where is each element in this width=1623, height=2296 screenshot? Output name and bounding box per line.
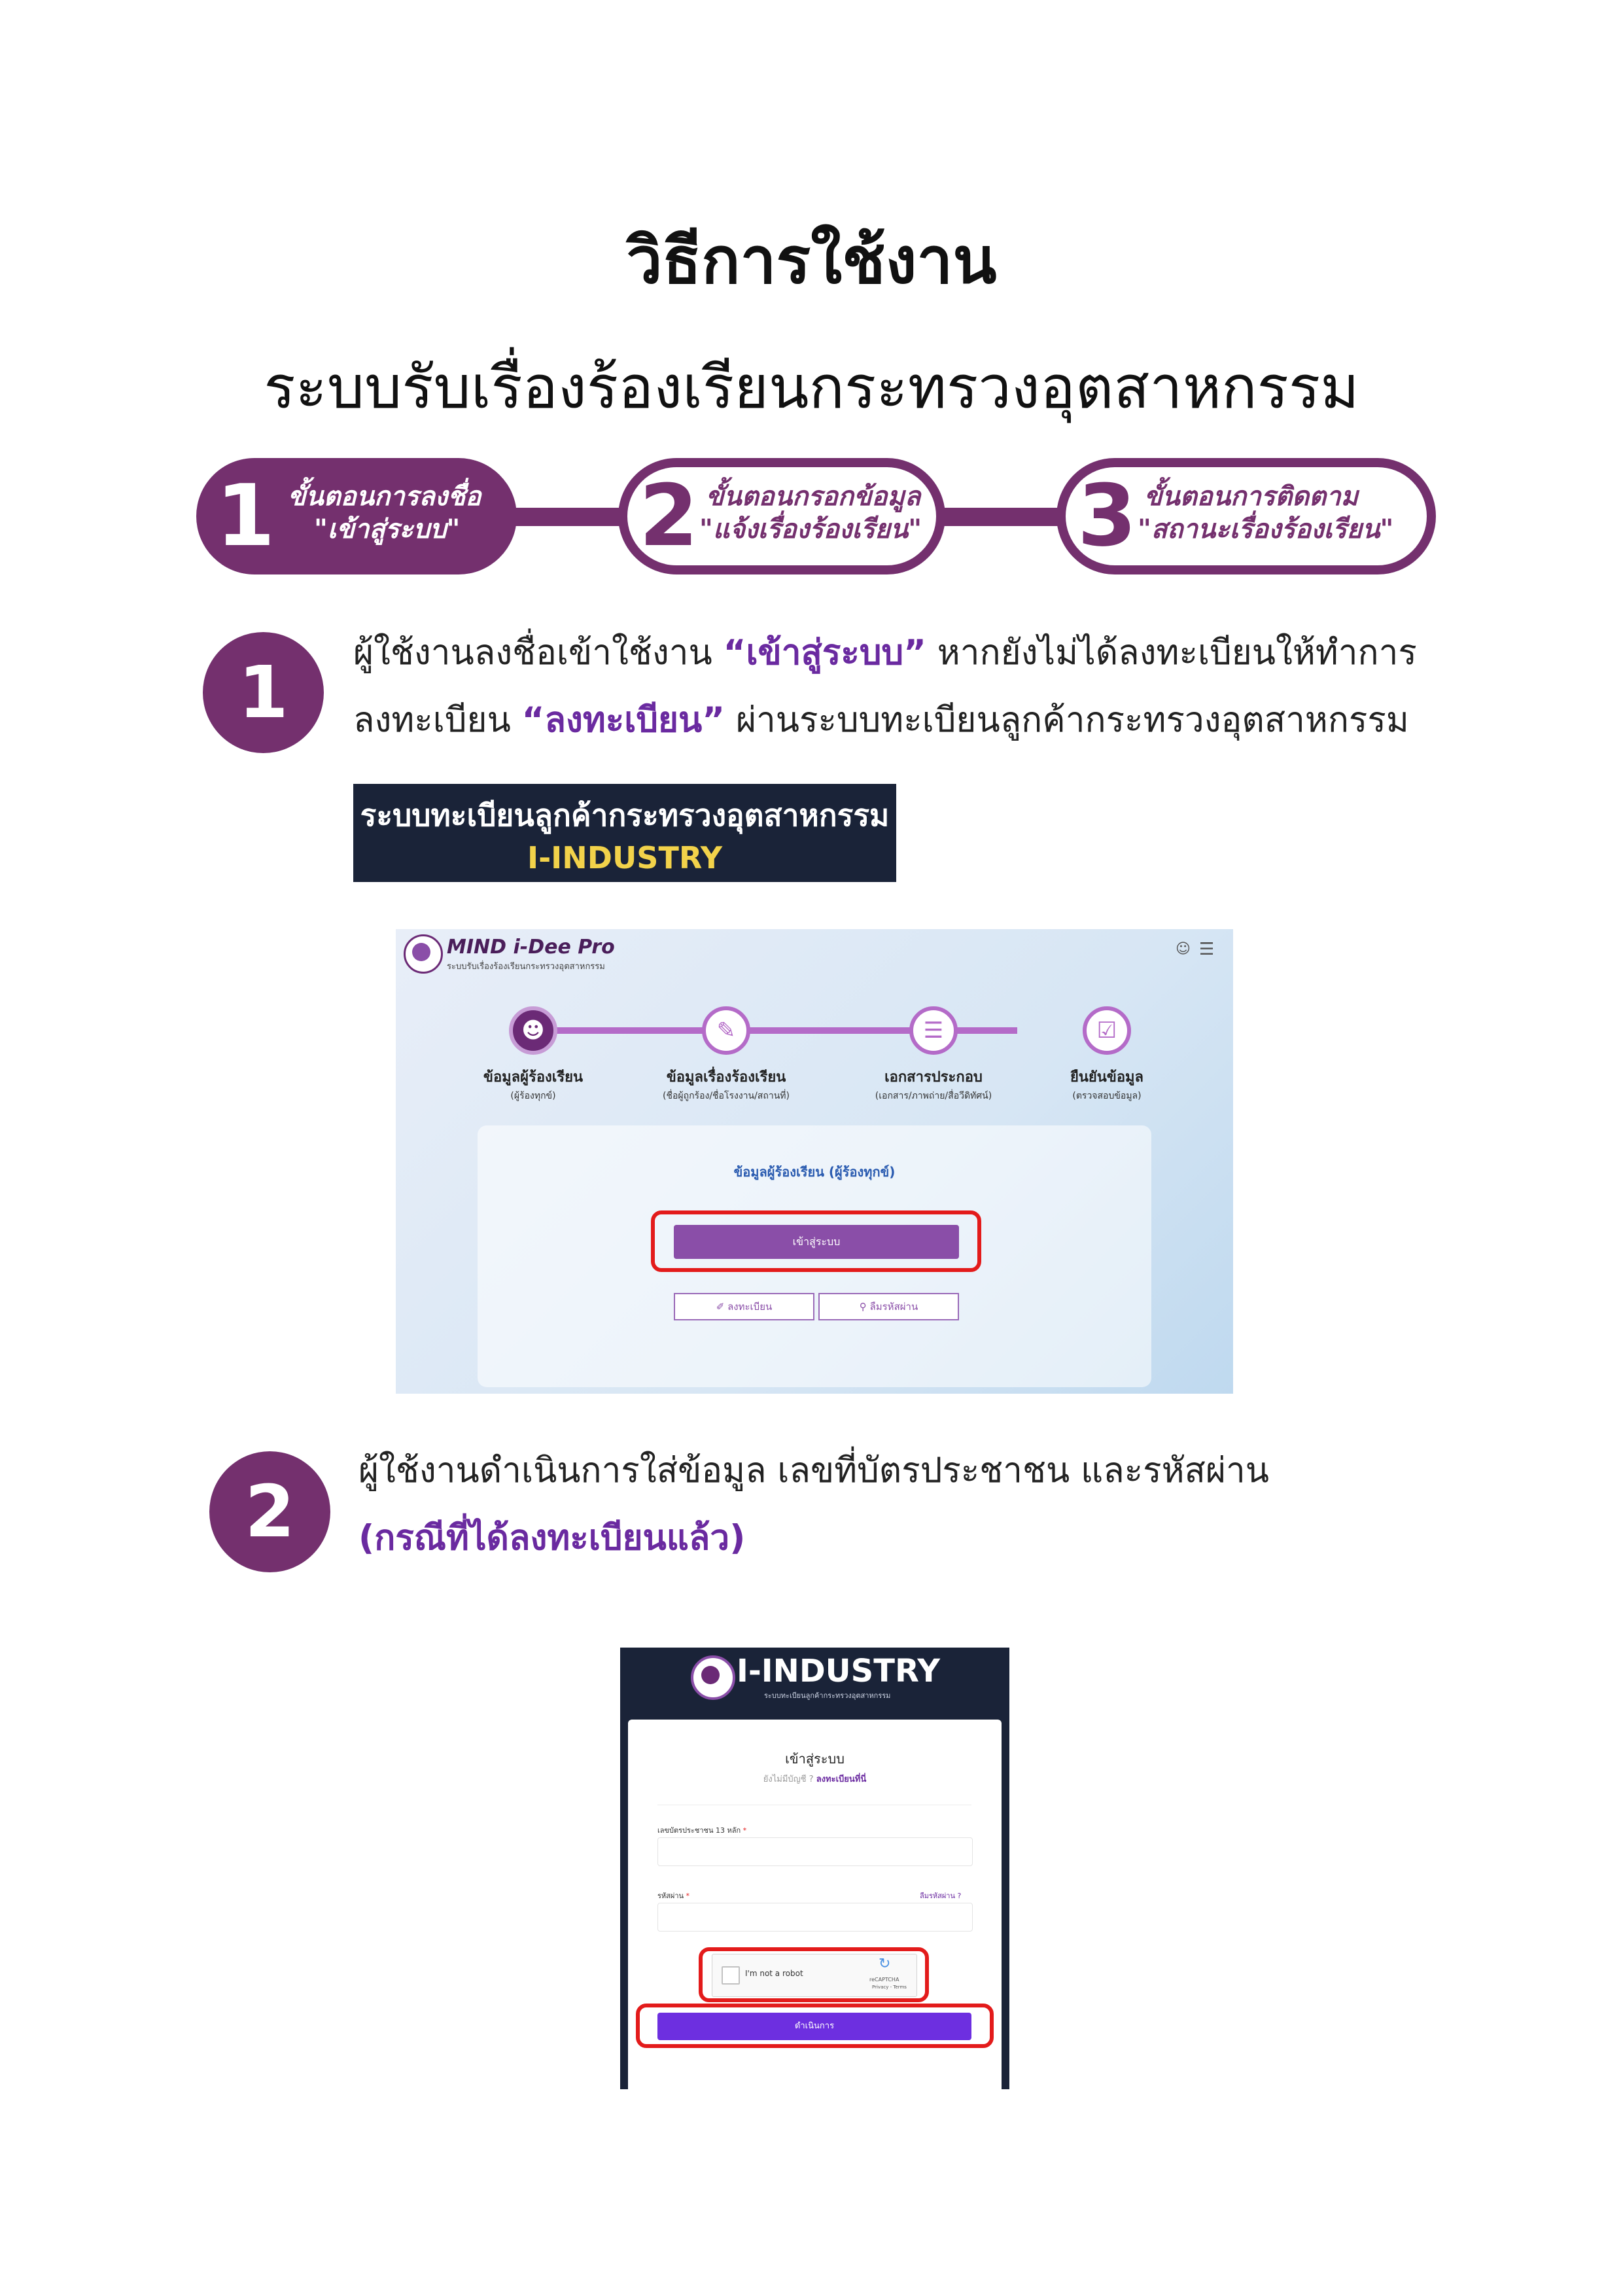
ministry-seal-icon [691, 1655, 735, 1700]
text: ผู้ใช้งานลงชื่อเข้าใช้งาน [353, 633, 724, 673]
step-pill-2 [618, 458, 945, 574]
step-node-label: ข้อมูลเรื่องร้องเรียน [666, 1069, 786, 1086]
step-node-sub: (ตรวจสอบข้อมูล) [1072, 1091, 1142, 1101]
recaptcha-checkbox[interactable] [722, 1966, 740, 1985]
section-2-text-line2: (กรณีที่ได้ลงทะเบียนแล้ว) [358, 1518, 746, 1558]
step-label [288, 480, 481, 546]
password-input[interactable] [657, 1903, 973, 1932]
login-button[interactable]: เข้าสู่ระบบ [674, 1225, 959, 1259]
register-label: ลงทะเบียน [727, 1301, 773, 1313]
highlight-register: “ลงทะเบียน” [521, 700, 725, 740]
step-number: 2 [639, 466, 699, 565]
page-title: วิธีการใช้งาน [626, 224, 997, 298]
i-industry-banner [353, 784, 896, 882]
i-industry-login-screenshot [620, 1648, 1009, 2089]
submit-button[interactable]: ดำเนินการ [657, 2013, 971, 2040]
password-label-text: รหัสผ่าน [657, 1892, 684, 1900]
banner-title: ระบบทะเบียนลูกค้ากระทรวงอุตสาหกรรม [360, 798, 890, 833]
user-icon[interactable]: ☺ [1176, 941, 1191, 957]
id-number-input[interactable] [657, 1837, 973, 1866]
step-node-label: ยืนยันข้อมูล [1070, 1069, 1144, 1086]
app-brand: MIND i-Dee Pro [447, 936, 615, 959]
step-pill-3 [1056, 458, 1436, 574]
login-card [628, 1720, 1002, 2089]
complainant-card [478, 1125, 1151, 1387]
step-label-line2: "เข้าสู่ระบบ" [314, 514, 461, 544]
register-prompt [628, 1772, 1002, 1786]
recaptcha-widget [712, 1954, 917, 1997]
mind-idee-screenshot [396, 929, 1233, 1394]
step-node-4 [1083, 1006, 1131, 1055]
step-label-line1: ขั้นตอนการติดตาม [1144, 482, 1358, 512]
step-node-label: ข้อมูลผู้ร้องเรียน [483, 1069, 584, 1086]
step-number: 1 [216, 466, 275, 565]
step-node-sub: (ชื่อผู้ถูกร้อง/ชื่อโรงงาน/สถานที่) [663, 1091, 790, 1101]
forgot-password-link[interactable]: ลืมรหัสผ่าน ? [920, 1892, 962, 1900]
step-node-2 [702, 1006, 750, 1055]
id-label: เลขบัตรประชาชน 13 หลัก * [657, 1826, 747, 1835]
section-2-text-line1: ผู้ใช้งานดำเนินการใส่ข้อมูล เลขที่บัตรประชาชน และรหัสผ่าน [358, 1451, 1269, 1491]
check-square-icon: ☑ [1096, 1017, 1117, 1044]
step-label-line1: ขั้นตอนกรอกข้อมูล [706, 482, 921, 512]
forgot-password-button[interactable] [818, 1293, 959, 1320]
section-1-text-line1 [353, 619, 1417, 686]
recaptcha-logo-icon: ↻ [879, 1956, 891, 1972]
forgot-label: ลืมรหัสผ่าน [869, 1301, 918, 1313]
text: ลงทะเบียน [353, 700, 522, 740]
users-icon: ☻ [521, 1017, 545, 1044]
step-number: 3 [1077, 466, 1137, 565]
id-label-text: เลขบัตรประชาชน 13 หลัก [657, 1826, 741, 1835]
step-label [699, 480, 922, 546]
register-link[interactable]: ลงทะเบียนที่นี่ [816, 1775, 867, 1784]
banner-logo-text: I-INDUSTRY [527, 840, 723, 875]
card-title: ข้อมูลผู้ร้องเรียน (ผู้ร้องทุกข์) [733, 1164, 896, 1180]
step-pill-1 [196, 458, 517, 574]
step-node-sub: (เอกสาร/ภาพถ่าย/สื่อวีดิทัศน์) [875, 1091, 992, 1101]
section-1-text-line2 [353, 686, 1409, 754]
recaptcha-brand: reCAPTCHA [869, 1977, 899, 1983]
ministry-seal-icon [404, 934, 443, 974]
login-brand: I-INDUSTRY [737, 1653, 941, 1689]
recaptcha-label: I'm not a robot [745, 1969, 803, 1978]
key-icon: ⚲ [859, 1301, 870, 1313]
password-label: รหัสผ่าน * [657, 1892, 690, 1900]
recaptcha-terms: Privacy - Terms [872, 1985, 907, 1990]
step-label-line1: ขั้นตอนการลงชื่อ [288, 482, 481, 512]
step-node-label: เอกสารประกอบ [884, 1069, 983, 1086]
section-1-number: 1 [203, 632, 324, 753]
step-node-sub: (ผู้ร้องทุกข์) [510, 1091, 556, 1101]
register-button[interactable] [674, 1293, 814, 1320]
login-brand-sub: ระบบทะเบียนลูกค้ากระทรวงอุตสาหกรรม [764, 1691, 891, 1700]
text: หากยังไม่ได้ลงทะเบียนให้ทำการ [926, 633, 1417, 673]
step-label-line2: "แจ้งเรื่องร้องเรียน" [699, 514, 922, 544]
section-2-number: 2 [209, 1451, 330, 1572]
login-heading: เข้าสู่ระบบ [785, 1751, 845, 1767]
step-label-line2: "สถานะเรื่องร้องเรียน" [1138, 514, 1394, 544]
feather-icon: ✐ [716, 1301, 728, 1313]
highlight-login: “เข้าสู่ระบบ” [723, 633, 926, 673]
no-account-text: ยังไม่มีบัญชี ? [763, 1775, 814, 1784]
list-icon: ☰ [923, 1017, 944, 1044]
app-brand-sub: ระบบรับเรื่องร้องเรียนกระทรวงอุตสาหกรรม [447, 962, 605, 972]
page-subtitle: ระบบรับเรื่องร้องเรียนกระทรวงอุตสาหกรรม [264, 353, 1359, 422]
step-label [1138, 480, 1393, 546]
edit-icon: ✎ [716, 1017, 736, 1044]
step-node-1 [509, 1006, 557, 1055]
step-node-3 [909, 1006, 958, 1055]
text: ผ่านระบบทะเบียนลูกค้ากระทรวงอุตสาหกรรม [725, 700, 1409, 740]
menu-icon[interactable]: ☰ [1199, 940, 1215, 959]
